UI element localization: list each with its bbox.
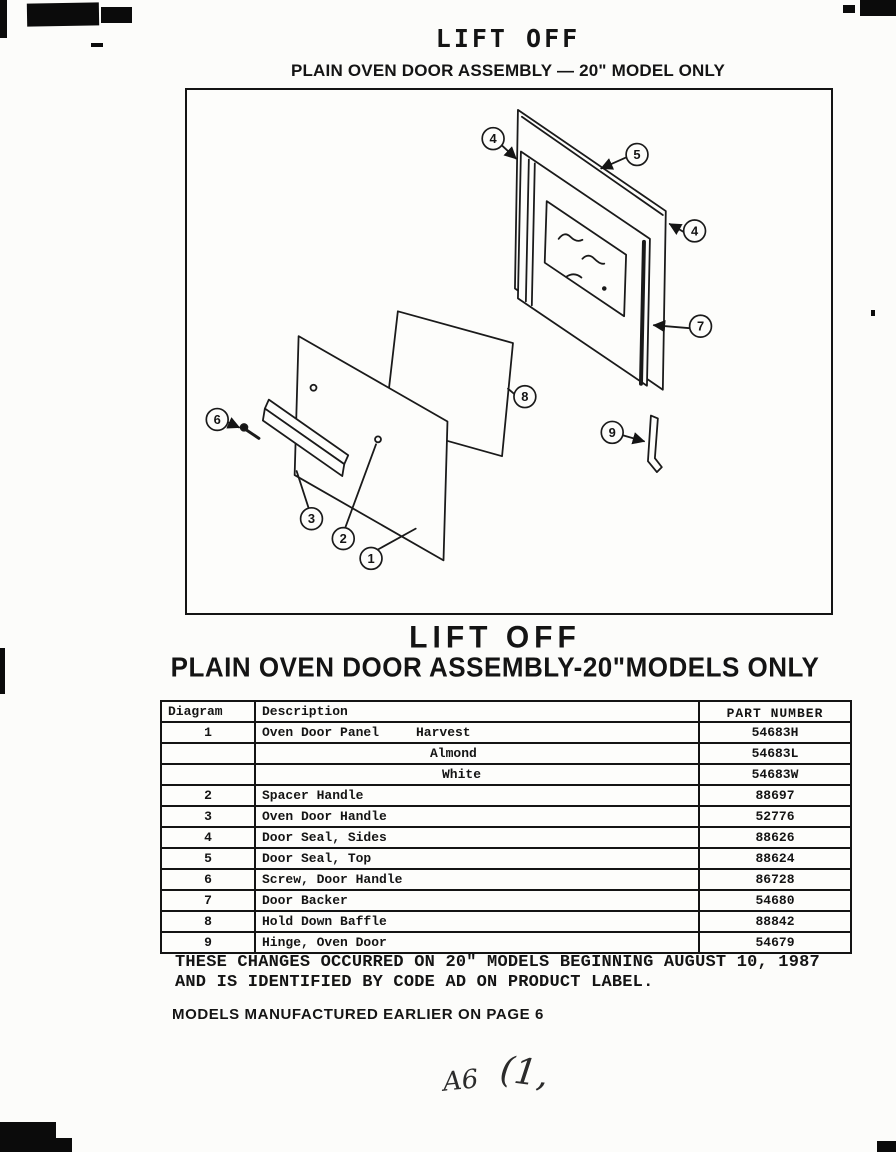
cell-part-number: 86728 [699,869,851,890]
cell-description [255,764,699,785]
section-subtitle: PLAIN OVEN DOOR ASSEMBLY-20"MODELS ONLY [170,651,820,683]
cell-part-number: 54683L [699,743,851,764]
cell-part-number: 52776 [699,806,851,827]
callout-7 [690,315,712,337]
callout-8 [514,386,536,408]
description-text: Hinge, Oven Door [262,935,387,950]
callout-4-top [482,128,504,150]
handwritten-mark-paren: (1, [497,1049,551,1096]
header-part-number: PART NUMBER [699,701,851,722]
description-text: Door Seal, Sides [262,830,387,845]
scan-artifact [0,0,7,38]
svg-text:6: 6 [213,411,221,427]
svg-text:3: 3 [307,511,316,527]
table-row [161,869,851,890]
cell-diagram-number: 1 [161,722,255,743]
cell-diagram-number: 2 [161,785,255,806]
cell-description [255,890,699,911]
scan-artifact [27,2,99,26]
cell-description [255,743,699,764]
scan-artifact [91,43,103,47]
description-text: Screw, Door Handle [262,872,403,887]
cell-description [255,869,699,890]
scan-artifact [843,5,855,13]
svg-text:5: 5 [633,147,641,163]
table-row [161,743,851,764]
change-note-line-1: THESE CHANGES OCCURRED ON 20" MODELS BEGINNING AUGUST 10, 1987 [175,953,820,972]
callout-5 [626,144,648,166]
callout-6 [206,409,228,431]
cell-diagram-number: 5 [161,848,255,869]
table-row [161,911,851,932]
callout-3 [301,508,323,530]
cell-description [255,911,699,932]
description-text: Door Seal, Top [262,851,372,866]
cell-part-number: 88624 [699,848,851,869]
table-row [161,785,851,806]
cell-diagram-number [161,743,255,764]
description-text: Oven Door Handle [262,809,387,824]
cell-diagram-number: 7 [161,890,255,911]
svg-text:8: 8 [521,389,529,405]
svg-text:2: 2 [339,531,347,547]
earlier-models-note: MODELS MANUFACTURED EARLIER ON PAGE 6 [172,1006,544,1023]
handwritten-mark-a6: A6 [441,1064,480,1098]
scan-artifact [101,7,132,23]
cell-diagram-number: 8 [161,911,255,932]
diagram-box [185,88,833,615]
svg-text:4: 4 [690,223,699,239]
color-variant: White [442,767,482,782]
table-row [161,932,851,953]
header-description: Description [255,701,699,722]
scan-artifact [0,1122,56,1152]
scan-artifact [56,1138,72,1152]
description-text: Oven Door Panel [262,725,380,740]
change-note-line-2: AND IS IDENTIFIED BY CODE AD ON PRODUCT LABEL. [175,973,654,992]
callout-9 [601,421,623,443]
table-row [161,848,851,869]
table-row [161,890,851,911]
cell-part-number: 54679 [699,932,851,953]
color-variant: Harvest [416,725,471,740]
cell-part-number: 54680 [699,890,851,911]
section-title: LIFT OFF [409,620,581,655]
cell-diagram-number: 3 [161,806,255,827]
parts-table [160,700,852,954]
description-text: Spacer Handle [262,788,364,803]
callout-2 [332,528,354,550]
cell-description [255,806,699,827]
svg-text:9: 9 [608,424,616,440]
callout-1 [360,548,382,570]
cell-description [255,722,699,743]
scan-artifact [871,310,875,316]
cell-part-number: 54683H [699,722,851,743]
cell-part-number: 54683W [699,764,851,785]
color-variant: Almond [430,746,477,761]
table-row [161,764,851,785]
cell-diagram-number: 6 [161,869,255,890]
exploded-view-svg [187,90,831,613]
header-diagram: Diagram [161,701,255,722]
svg-text:4: 4 [489,131,497,147]
table-header-row [161,701,851,722]
cell-description [255,785,699,806]
cell-diagram-number [161,764,255,785]
description-text: Hold Down Baffle [262,914,387,929]
cell-description [255,827,699,848]
cell-part-number: 88842 [699,911,851,932]
scan-artifact [0,648,5,694]
cell-description [255,848,699,869]
cell-diagram-number: 4 [161,827,255,848]
handle-screw-shape [241,424,259,438]
table-row [161,722,851,743]
table-row [161,806,851,827]
oven-door-hinge-shape [648,416,662,473]
cell-description [255,932,699,953]
cell-diagram-number: 9 [161,932,255,953]
description-text: Door Backer [262,893,348,908]
page-subtitle: PLAIN OVEN DOOR ASSEMBLY — 20" MODEL ONLY [290,61,726,80]
page-title: LIFT OFF [435,24,581,53]
cell-part-number: 88626 [699,827,851,848]
svg-text:7: 7 [696,318,705,334]
table-row [161,827,851,848]
callout-4-right [684,220,706,242]
scan-artifact [877,1141,896,1152]
scan-artifact [860,0,896,16]
svg-text:1: 1 [367,550,375,566]
cell-part-number: 88697 [699,785,851,806]
